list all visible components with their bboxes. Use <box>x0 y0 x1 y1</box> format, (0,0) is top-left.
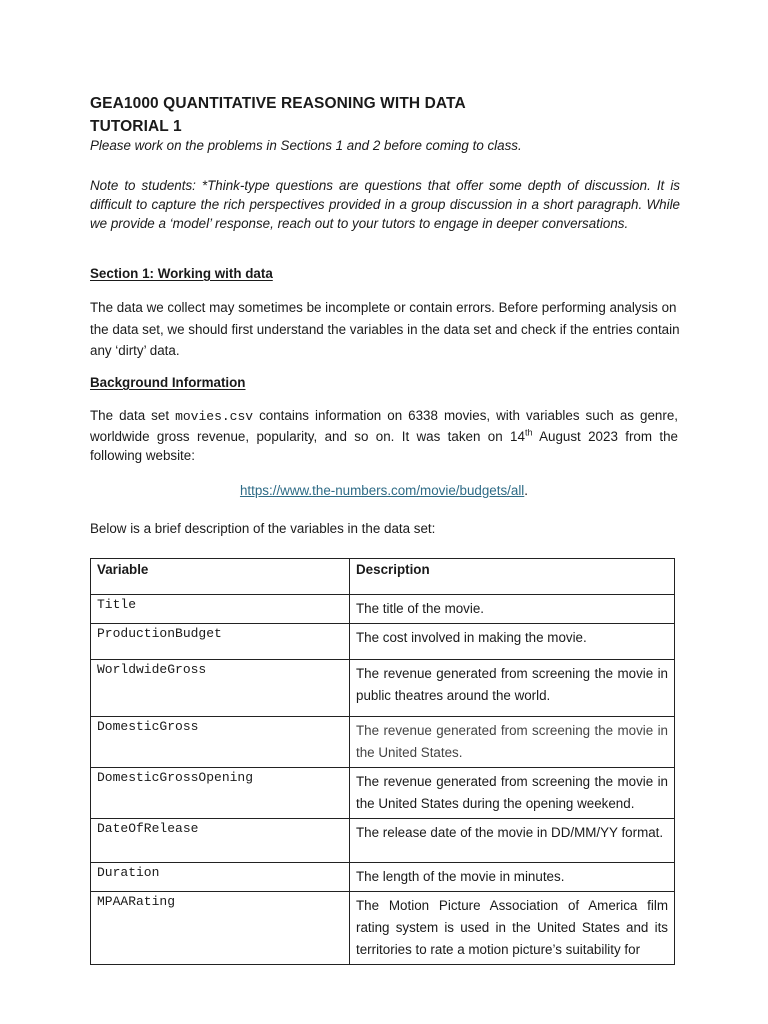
description-cell: The revenue generated from screening the movie in public theatres around the world. <box>350 660 675 717</box>
background-text-1: The data set <box>90 408 176 423</box>
source-url-line <box>0 483 768 498</box>
background-paragraph <box>90 406 678 466</box>
header-description: Description <box>350 559 675 595</box>
table-row <box>91 863 675 892</box>
variable-cell: MPAARating <box>91 892 350 965</box>
variable-cell: WorldwideGross <box>91 660 350 717</box>
description-cell: The release date of the movie in DD/MM/YY format. <box>350 819 675 863</box>
table-row <box>91 892 675 965</box>
note-to-students: Note to students: *Think-type questions are questions that offer some depth of discussion. It is difficult to capture the rich perspectives provided in a group discussion in a short paragraph. While we provide a ‘model’ response, reach out to your tutors to engage in deeper conversations. <box>90 178 680 231</box>
table-row <box>91 624 675 660</box>
background-text-3: August 2023 from the following website: <box>90 428 678 463</box>
background-heading: Background Information <box>90 375 246 390</box>
description-cell: The Motion Picture Association of America film rating system is used in the United States and its territories to rate a motion picture’s suitability for <box>350 892 675 965</box>
description-cell: The revenue generated from screening the movie in the United States. <box>350 717 675 768</box>
description-cell: The cost involved in making the movie. <box>350 624 675 660</box>
table-row <box>91 595 675 624</box>
description-cell: The length of the movie in minutes. <box>350 863 675 892</box>
variable-cell: DomesticGross <box>91 717 350 768</box>
description-cell: The title of the movie. <box>350 595 675 624</box>
table-row <box>91 660 675 717</box>
tutorial-title: TUTORIAL 1 <box>90 118 182 135</box>
variable-cell: ProductionBudget <box>91 624 350 660</box>
description-cell: The revenue generated from screening the movie in the United States during the opening weekend. <box>350 768 675 819</box>
section1-heading: Section 1: Working with data <box>90 266 273 281</box>
course-title: GEA1000 QUANTITATIVE REASONING WITH DATA <box>90 95 466 112</box>
instruction-text: Please work on the problems in Sections 1 and 2 before coming to class. <box>90 138 522 153</box>
variable-cell: DomesticGrossOpening <box>91 768 350 819</box>
variable-cell: Duration <box>91 863 350 892</box>
variable-cell: Title <box>91 595 350 624</box>
background-text-2: contains information on 6338 movies, with variables such as genre, worldwide gross revenue, popularity, and so on. It was taken on 14 <box>90 408 678 444</box>
table-row <box>91 819 675 863</box>
table-row <box>91 768 675 819</box>
variables-table <box>90 558 675 965</box>
table-header-row <box>91 559 675 595</box>
source-url-link[interactable]: https://www.the-numbers.com/movie/budgets/all <box>239 483 525 498</box>
date-superscript: th <box>524 427 533 438</box>
variable-cell: DateOfRelease <box>91 819 350 863</box>
dataset-filename: movies.csv <box>175 409 254 424</box>
section1-intro: The data we collect may sometimes be incomplete or contain errors. Before performing analysis on the data set, we should first understand the variables in the data set and check if the entries contain any ‘dirty’ data. <box>90 300 680 358</box>
table-intro: Below is a brief description of the variables in the data set: <box>90 521 436 536</box>
header-variable: Variable <box>91 559 350 595</box>
table-row <box>91 717 675 768</box>
source-url-suffix: . <box>524 483 529 498</box>
